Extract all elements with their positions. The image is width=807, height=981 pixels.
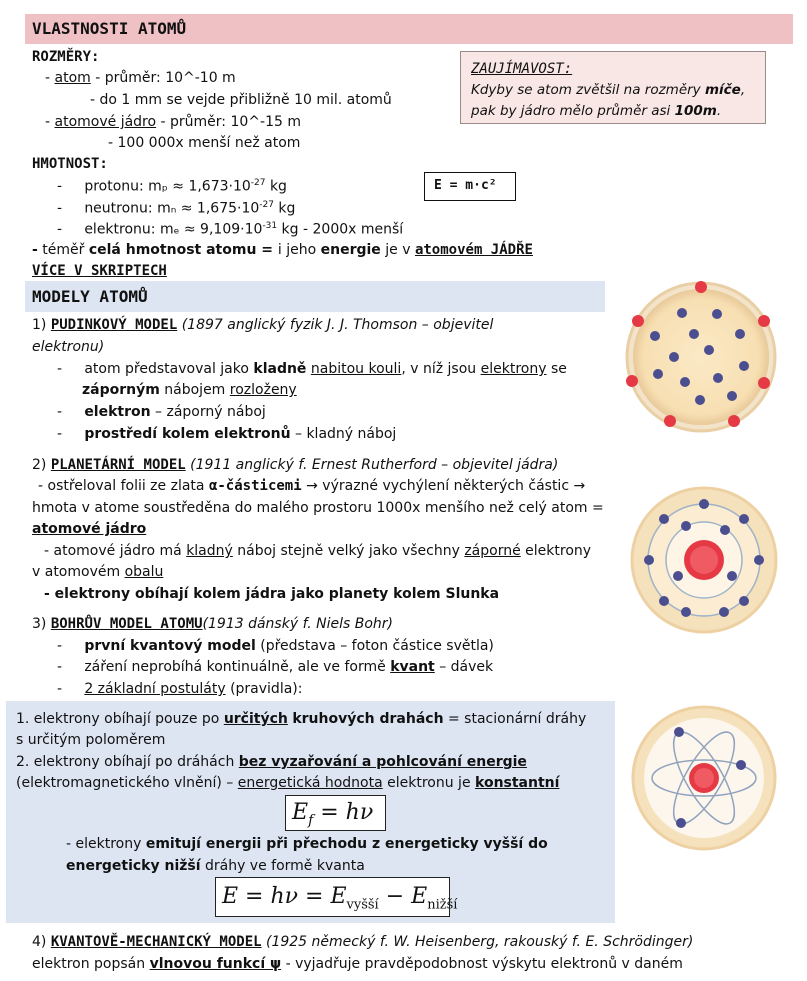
hmotnost-heading: HMOTNOST: <box>32 156 108 172</box>
model3-bullet2: - záření neprobíhá kontinuálně, ale ve formě kvant – dávek <box>57 659 494 675</box>
model2-line5: v atomovém obalu <box>32 564 164 580</box>
emission-line1: - elektrony emitují energii při přechodu z energeticky vyšší do <box>66 836 548 852</box>
model4-heading: 4) KVANTOVĚ-MECHANICKÝ MODEL (1925 německý f. W. Heisenberg, rakouský f. E. Schrödinger) <box>32 934 694 950</box>
atom-note: - do 1 mm se vejde přibližně 10 mil. atomů <box>90 92 392 108</box>
section-title-2: MODELY ATOMŮ <box>32 287 148 306</box>
bohr-model-illustration <box>629 703 779 853</box>
emc-formula-box <box>424 172 516 201</box>
proton-mass: - protonu: $m_p \approx 1,673\cdot 10^{-27}$ kg <box>57 178 287 195</box>
model1-heading: 1) PUDINKOVÝ MODEL (1897 anglický fyzik J. J. Thomson – objevitel <box>32 317 494 333</box>
model4-line2: elektron popsán vlnovou funkcí ψ - vyjadřuje pravděpodobnost výskytu elektronů v daném <box>32 956 683 972</box>
postulate2-cont: (elektromagnetického vlnění) – energetická hodnota elektronu je konstantní <box>16 775 560 791</box>
model2-heading: 2) PLANETÁRNÍ MODEL (1911 anglický f. Ernest Rutherford – objevitel jádra) <box>32 457 559 473</box>
model1-bullet1: - atom představoval jako kladně nabitou kouli, v níž jsou elektrony se <box>57 361 567 377</box>
planetary-model-illustration <box>628 484 780 636</box>
plum-pudding-model-illustration <box>622 278 780 436</box>
model2-line4: - atomové jádro má kladný náboj stejně velký jako všechny záporné elektrony <box>44 543 592 559</box>
fun-fact-line1: Kdyby se atom zvětšil na rozměry míče, <box>471 82 746 98</box>
emc-formula: E = m·c² <box>434 178 497 193</box>
electron-mass: - elektronu: $m_e \approx 9,109\cdot 10^{-31}$ kg - 2000x menší <box>57 221 404 238</box>
neutron-mass: - neutronu: $m_n \approx 1,675\cdot 10^{-27}$ kg <box>57 200 296 217</box>
rozmery-heading: ROZMĚRY: <box>32 49 100 65</box>
nucleus-note: - 100 000x menší než atom <box>108 135 301 151</box>
planck-equation-box <box>285 795 386 831</box>
energy-transition-equation-box <box>215 877 458 917</box>
model2-line1: - ostřeloval folii ze zlata α-částicemi → výrazné vychýlení některých částic → <box>38 478 586 494</box>
planck-equation: $E_f = h\nu$ <box>292 800 374 829</box>
section-title: VLASTNOSTI ATOMŮ <box>32 19 187 38</box>
atom-line: - atom - průměr: 10^-10 m <box>45 70 236 86</box>
model3-bullet1: - první kvantový model (představa – foton částice světla) <box>57 638 494 654</box>
more-link: VÍCE V SKRIPTECH <box>32 263 167 279</box>
energy-transition-equation: $E = h\nu = E_{vyšší} - E_{nižší}$ <box>222 884 458 913</box>
model1-heading-cont: elektronu) <box>32 339 105 355</box>
model3-bullet3: - 2 základní postuláty (pravidla): <box>57 681 303 697</box>
model1-bullet1-cont: záporným nábojem rozloženy <box>82 382 297 398</box>
fun-fact-box <box>460 51 766 124</box>
postulate1: 1. elektrony obíhají pouze po určitých kruhových drahách = stacionární dráhy <box>16 711 587 727</box>
emission-line2: energeticky nižší dráhy ve formě kvanta <box>66 858 365 874</box>
postulate2: 2. elektrony obíhají po dráhách bez vyzařování a pohlcování energie <box>16 754 527 770</box>
fun-fact-line2: pak by jádro mělo průměr asi 100m. <box>471 103 722 119</box>
model1-bullet3: - prostředí kolem elektronů – kladný náboj <box>57 426 397 442</box>
model2-line6: - elektrony obíhají kolem jádra jako planety kolem Slunka <box>44 586 500 602</box>
postulate1-cont: s určitým poloměrem <box>16 732 166 748</box>
nucleus-line: - atomové jádro - průměr: 10^-15 m <box>45 114 301 130</box>
model1-bullet2: - elektron – záporný náboj <box>57 404 266 420</box>
mass-summary: - téměř celá hmotnost atomu = i jeho energie je v atomovém JÁDŘE <box>32 242 533 258</box>
model2-line2: hmota v atome soustředěna do malého prostoru 1000x menšího než celý atom = <box>32 500 604 516</box>
fun-fact-title: ZAUJÍMAVOST: <box>471 61 573 77</box>
model2-line3: atomové jádro <box>32 521 147 537</box>
model3-heading: 3) BOHRŮV MODEL ATOMU(1913 dánský f. Niels Bohr) <box>32 616 394 632</box>
